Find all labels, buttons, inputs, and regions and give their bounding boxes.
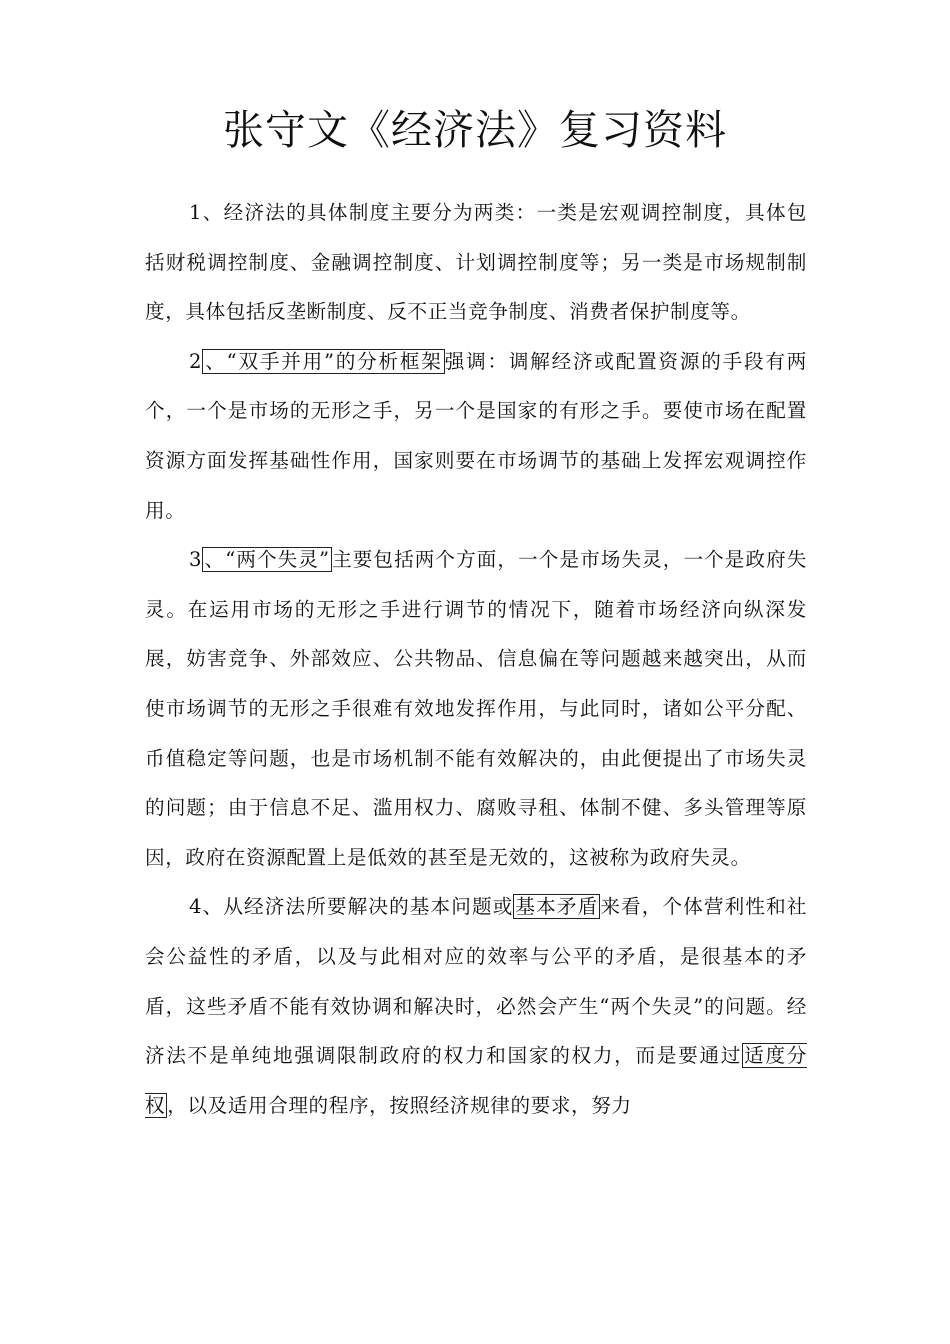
paragraph-number: 2 — [189, 349, 203, 373]
paragraph-text: 来看，个体营利性和社会公益性的矛盾，以及与此相对应的效率与公平的矛盾，是很基本的矛盾，这些矛盾不能有效协调和解决时，必然会产生“两个失灵”的问题。经济法不是单纯地强调限制政府的权力和国家的权力，而是要通过 — [145, 895, 807, 1068]
document-body — [145, 188, 807, 1130]
paragraph-text: 主要包括两个方面，一个是市场失灵，一个是政府失灵。在运用市场的无形之手进行调节的情况下，随着市场经济向纵深发展，妨害竞争、外部效应、公共物品、信息偏在等问题越来越突出，从而使市场调节的无形之手很难有效地发挥作用，与此同时，诸如公平分配、币值稳定等问题，也是市场机制不能有效解决的，由此便提出了市场失灵的问题；由于信息不足、滥用权力、腐败寻租、体制不健、多头管理等原因，政府在资源配置上是低效的甚至是无效的，这被称为政府失灵。 — [145, 548, 807, 869]
paragraph-text: ，以及适用合理的程序，按照经济规律的要求，努力 — [167, 1093, 632, 1117]
document-title: 张守文《经济法》复习资料 — [223, 106, 727, 154]
paragraph-text: 强调：调解经济或配置资源的手段有两个，一个是市场的无形之手，另一个是国家的有形之手。要使市场在配置资源方面发挥基础性作用，国家则要在市场调节的基础上发挥宏观调控作用。 — [145, 349, 808, 522]
boxed-term: 、“两个失灵” — [204, 548, 330, 572]
boxed-term: 适度分权 — [145, 1044, 807, 1117]
paragraph-4 — [145, 882, 807, 1130]
paragraph-number: 3 — [189, 548, 203, 572]
paragraph-3 — [145, 535, 807, 882]
paragraph-text: 4、从经济法所要解决的基本问题或 — [189, 895, 514, 919]
paragraph-2 — [145, 337, 807, 535]
paragraph-text: 1、经济法的具体制度主要分为两类：一类是宏观调控制度，具体包括财税调控制度、金融调控制度、计划调控制度等；另一类是市场规制制度，具体包括反垄断制度、反不正当竞争制度、消费者保护制度等。 — [145, 201, 807, 324]
boxed-term: 基本矛盾 — [515, 895, 599, 919]
paragraph-1 — [145, 188, 807, 337]
boxed-term: 、“双手并用”的分析框架 — [204, 349, 443, 373]
